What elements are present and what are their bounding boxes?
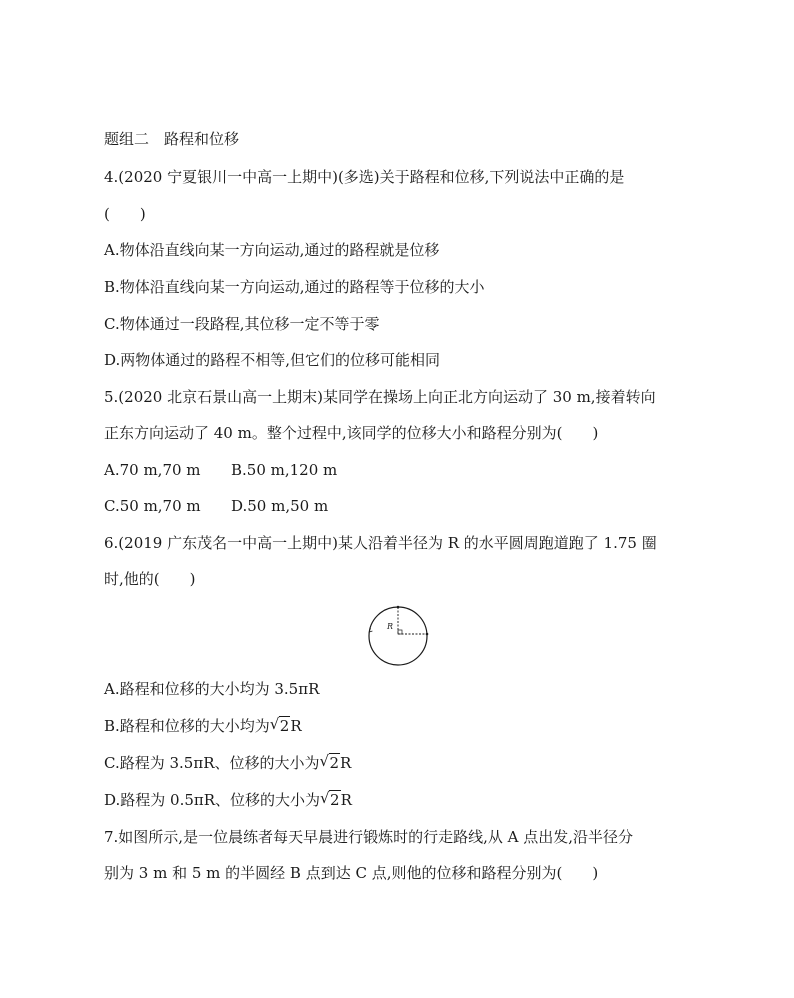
sqrt-expression xyxy=(270,716,291,736)
q4-stem: 4.(2020 宁夏银川一中高一上期中)(多选)关于路程和位移,下列说法中正确的是 xyxy=(104,168,625,186)
q4-option-b: B.物体沿直线向某一方向运动,通过的路程等于位移的大小 xyxy=(104,278,485,296)
q5-options-row2 xyxy=(104,496,328,516)
suffix-r: R xyxy=(290,717,302,735)
sqrt-expression xyxy=(320,753,341,773)
q4-option-d: D.两物体通过的路程不相等,但它们的位移可能相同 xyxy=(104,351,441,369)
q6-stem-line1: 6.(2019 广东茂名一中高一上期中)某人沿着半径为 R 的水平圆周跑道跑了 1.75 圈 xyxy=(104,534,657,552)
q4-option-c: C.物体通过一段路程,其位移一定不等于零 xyxy=(104,315,380,333)
radicand: 2 xyxy=(330,791,340,809)
q6-stem-line2: 时,他的( ) xyxy=(104,570,196,588)
q6-option-c xyxy=(104,753,351,773)
q5-option-a: A.70 m,70 m xyxy=(104,461,201,479)
q5-option-b: B.50 m,120 m xyxy=(231,461,338,479)
end-point xyxy=(426,633,429,636)
q6-option-d-text: D.路程为 0.5πR、位移的大小为 xyxy=(104,791,321,809)
radicand: 2 xyxy=(279,717,290,735)
q4-option-a: A.物体沿直线向某一方向运动,通过的路程就是位移 xyxy=(104,241,440,259)
q5-stem-line1: 5.(2020 北京石景山高一上期末)某同学在操场上向正北方向运动了 30 m,接着转向 xyxy=(104,388,656,406)
q6-option-b xyxy=(104,716,302,736)
suffix-r: R xyxy=(340,791,352,809)
q5-options-row1 xyxy=(104,460,337,480)
q5-stem-line2: 正东方向运动了 40 m。整个过程中,该同学的位移大小和路程分别为( ) xyxy=(104,424,599,442)
q6-option-a: A.路程和位移的大小均为 3.5πR xyxy=(104,680,320,698)
q5-option-c: C.50 m,70 m xyxy=(104,497,201,515)
suffix-r: R xyxy=(340,754,352,772)
section-heading: 题组二 路程和位移 xyxy=(104,130,240,148)
q6-option-b-text: B.路程和位移的大小均为 xyxy=(104,717,270,735)
radical-sign: √ xyxy=(320,789,330,807)
start-point xyxy=(397,606,400,609)
q5-option-d: D.50 m,50 m xyxy=(231,497,329,515)
q6-option-d xyxy=(104,790,352,810)
q7-stem-line2: 别为 3 m 和 5 m 的半圆经 B 点到达 C 点,则他的位移和路程分别为( ) xyxy=(104,864,599,882)
circle-diagram xyxy=(366,604,430,668)
q6-option-c-text: C.路程为 3.5πR、位移的大小为 xyxy=(104,754,320,772)
radical-sign: √ xyxy=(269,715,280,733)
radius-label: R xyxy=(387,622,394,631)
right-angle-mark xyxy=(398,630,402,634)
circular-track-figure xyxy=(366,604,430,668)
q4-answer-blank: ( ) xyxy=(104,205,146,223)
sqrt-expression xyxy=(320,790,341,810)
radicand: 2 xyxy=(329,754,340,772)
radical-sign: √ xyxy=(319,752,330,770)
q7-stem-line1: 7.如图所示,是一位晨练者每天早晨进行锻炼时的行走路线,从 A 点出发,沿半径分 xyxy=(104,828,633,846)
